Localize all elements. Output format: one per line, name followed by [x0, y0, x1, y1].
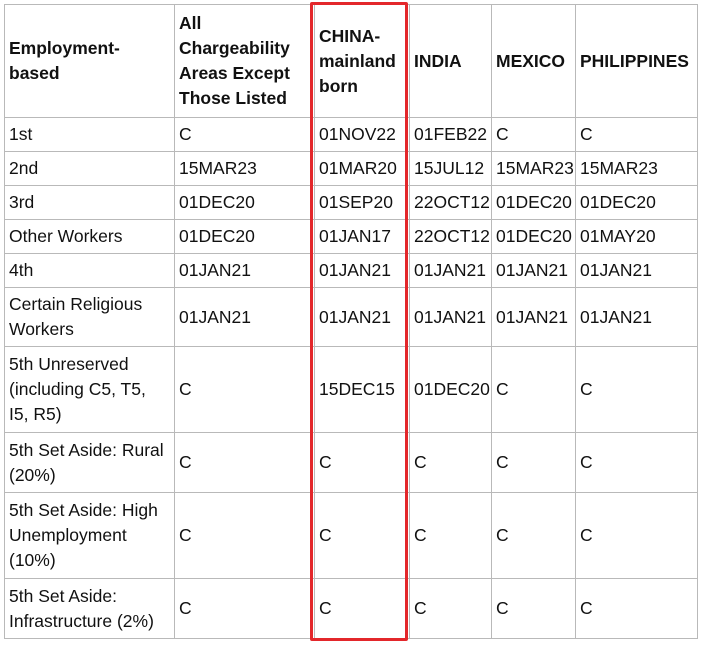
cell-mexico: 01DEC20: [492, 186, 576, 220]
cell-china: 01MAR20: [315, 152, 410, 186]
cell-all: C: [175, 579, 315, 639]
cell-india: 01JAN21: [410, 254, 492, 288]
cell-india: 22OCT12: [410, 220, 492, 254]
table-row: [5, 152, 698, 186]
cell-india: 22OCT12: [410, 186, 492, 220]
row-label: 2nd: [5, 152, 175, 186]
cell-china: C: [315, 579, 410, 639]
header-philippines: PHILIPPINES: [576, 5, 698, 118]
cell-india: 15JUL12: [410, 152, 492, 186]
table-row: [5, 186, 698, 220]
cell-all: 01JAN21: [175, 288, 315, 347]
cell-philippines: 01DEC20: [576, 186, 698, 220]
cell-mexico: C: [492, 433, 576, 493]
cell-china: C: [315, 433, 410, 493]
cell-all: C: [175, 493, 315, 579]
cell-india: C: [410, 493, 492, 579]
cell-mexico: C: [492, 347, 576, 433]
cell-china: 01SEP20: [315, 186, 410, 220]
cell-mexico: 01JAN21: [492, 254, 576, 288]
cell-philippines: 01JAN21: [576, 288, 698, 347]
cell-china: 01NOV22: [315, 118, 410, 152]
table-row: [5, 220, 698, 254]
row-label: 5th Set Aside: High Unemployment (10%): [5, 493, 175, 579]
row-label: 1st: [5, 118, 175, 152]
cell-philippines: 01MAY20: [576, 220, 698, 254]
header-row: [5, 5, 698, 118]
cell-china: C: [315, 493, 410, 579]
cell-mexico: C: [492, 579, 576, 639]
header-india: INDIA: [410, 5, 492, 118]
cell-all: C: [175, 118, 315, 152]
cell-mexico: C: [492, 493, 576, 579]
cell-india: 01JAN21: [410, 288, 492, 347]
cell-china: 01JAN17: [315, 220, 410, 254]
cell-philippines: 15MAR23: [576, 152, 698, 186]
visa-bulletin-table: [4, 4, 698, 639]
row-label: Other Workers: [5, 220, 175, 254]
row-label: 3rd: [5, 186, 175, 220]
header-all-chargeability: All Chargeability Areas Except Those Listed: [175, 5, 315, 118]
row-label: 4th: [5, 254, 175, 288]
table-row: [5, 118, 698, 152]
cell-china: 01JAN21: [315, 288, 410, 347]
cell-all: 01DEC20: [175, 186, 315, 220]
cell-india: 01DEC20: [410, 347, 492, 433]
table-row: [5, 433, 698, 493]
cell-mexico: 15MAR23: [492, 152, 576, 186]
row-label: 5th Set Aside: Infrastructure (2%): [5, 579, 175, 639]
header-mexico: MEXICO: [492, 5, 576, 118]
cell-all: 15MAR23: [175, 152, 315, 186]
cell-india: 01FEB22: [410, 118, 492, 152]
cell-philippines: C: [576, 579, 698, 639]
cell-philippines: C: [576, 433, 698, 493]
table-row: [5, 347, 698, 433]
cell-india: C: [410, 579, 492, 639]
cell-mexico: 01JAN21: [492, 288, 576, 347]
cell-all: 01DEC20: [175, 220, 315, 254]
row-label: Certain Religious Workers: [5, 288, 175, 347]
cell-philippines: C: [576, 118, 698, 152]
table-row: [5, 254, 698, 288]
cell-mexico: C: [492, 118, 576, 152]
row-label: 5th Unreserved (including C5, T5, I5, R5): [5, 347, 175, 433]
header-china: CHINA- mainland born: [315, 5, 410, 118]
table-row: [5, 493, 698, 579]
header-employment-based: Employment- based: [5, 5, 175, 118]
cell-all: 01JAN21: [175, 254, 315, 288]
cell-china: 15DEC15: [315, 347, 410, 433]
table-row: [5, 288, 698, 347]
cell-all: C: [175, 347, 315, 433]
cell-philippines: C: [576, 493, 698, 579]
cell-all: C: [175, 433, 315, 493]
cell-china: 01JAN21: [315, 254, 410, 288]
cell-philippines: 01JAN21: [576, 254, 698, 288]
row-label: 5th Set Aside: Rural (20%): [5, 433, 175, 493]
cell-mexico: 01DEC20: [492, 220, 576, 254]
cell-philippines: C: [576, 347, 698, 433]
table-row: [5, 579, 698, 639]
cell-india: C: [410, 433, 492, 493]
